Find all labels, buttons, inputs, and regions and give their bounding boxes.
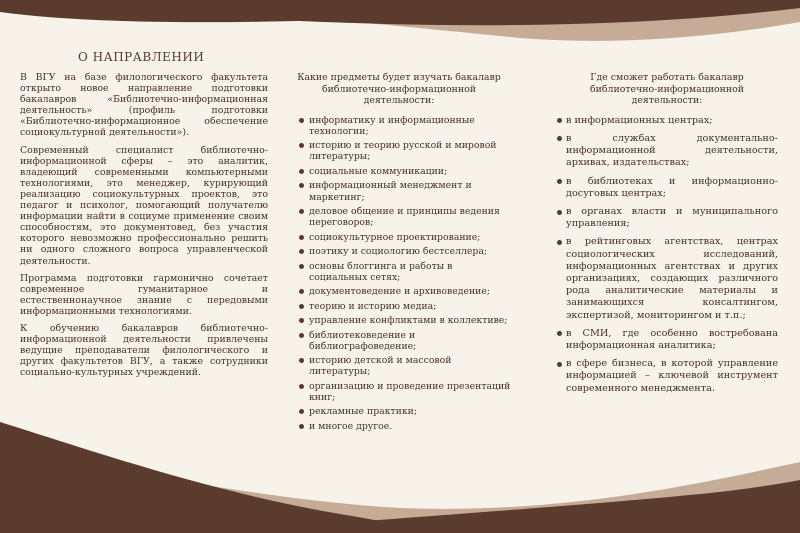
list-item: поэтику и социологию бестселлера;	[287, 246, 511, 257]
bullet-icon	[299, 424, 304, 429]
paragraph: К обучению бакалавров библиотечно-информационной деятельности привлечены ведущие преподаватели филологического и других факультетов ВГУ, а также сотрудники социально-культурных учреждений.	[20, 322, 268, 379]
list-item: в библиотеках и информационно-досуговых центрах;	[556, 176, 778, 200]
list-item: библиотековедение и библиографоведение;	[287, 330, 511, 352]
bullet-icon	[557, 118, 562, 123]
bullet-icon	[557, 136, 562, 141]
careers-list	[556, 115, 778, 395]
bullet-icon	[299, 384, 304, 389]
list-item: управление конфликтами в коллективе;	[287, 315, 511, 326]
bullet-icon	[299, 264, 304, 269]
bullet-icon	[299, 249, 304, 254]
list-item: деловое общение и принципы ведения переговоров;	[287, 206, 511, 228]
bullet-icon	[557, 362, 562, 367]
list-item: и многое другое.	[287, 421, 511, 432]
paragraph: Современный специалист библиотечно-информационной сферы – это аналитик, владеющий современными компьютерными технологиями, это менеджер, курирующий реализацию социокультурных проектов, это педагог и психолог, помогающий получателю информации найти в социуме применение своим способностям, это документовед, без участия которого невозможно профессионально решить ни одного сложного вопроса управленческой деятельности.	[20, 144, 268, 267]
list-item: социокультурное проектирование;	[287, 232, 511, 243]
list-item: в информационных центрах;	[556, 115, 778, 127]
bullet-icon	[299, 209, 304, 214]
bullet-icon	[299, 333, 304, 338]
list-item: теорию и историю медиа;	[287, 301, 511, 312]
bullet-icon	[299, 409, 304, 414]
bullet-icon	[557, 179, 562, 184]
bullet-icon	[299, 318, 304, 323]
paragraph: Программа подготовки гармонично сочетает современное гуманитарное и естественнонаучное знание с передовыми информационными технологиями.	[20, 272, 268, 317]
list-item: в органах власти и муниципального управления;	[556, 206, 778, 230]
careers-intro: Где сможет работать бакалавр библиотечно-информационной деятельности:	[589, 72, 745, 107]
list-item: в сфере бизнеса, в которой управление информацией – ключевой инструмент современного менеджмента.	[556, 358, 778, 395]
list-item: в СМИ, где особенно востребована информационная аналитика;	[556, 328, 778, 352]
bullet-icon	[299, 118, 304, 123]
paragraph: В ВГУ на базе филологического факультета открыто новое направление подготовки бакалавров «Библиотечно-информационная деятельность» (профиль подготовки «Библиотечно-информационное обеспечение социокультурной деятельности»).	[20, 72, 268, 139]
bullet-icon	[299, 183, 304, 188]
list-item: рекламные практики;	[287, 406, 511, 417]
bullet-icon	[299, 143, 304, 148]
list-item: организацию и проведение презентаций книг;	[287, 381, 511, 403]
list-item: информационный менеджмент и маркетинг;	[287, 180, 511, 202]
list-item: информатику и информационные технологии;	[287, 115, 511, 137]
list-item: историю и теорию русской и мировой литературы;	[287, 140, 511, 162]
bullet-icon	[557, 240, 562, 245]
bullet-icon	[557, 210, 562, 215]
list-item: документоведение и архивоведение;	[287, 286, 511, 297]
list-item: в службах документально-информационной деятельности, архивах, издательствах;	[556, 133, 778, 170]
subjects-intro: Какие предметы будет изучать бакалавр библиотечно-информационной деятельности:	[297, 72, 501, 107]
bullet-icon	[299, 289, 304, 294]
bullet-icon	[299, 235, 304, 240]
section-heading: О НАПРАВЛЕНИИ	[78, 50, 205, 64]
bullet-icon	[299, 304, 304, 309]
list-item: в рейтинговых агентствах, центрах социологических исследований, информационных агентствах и других организациях, создающих различного рода аналитические материалы и занимающихся консалтингом, экспертизой, мониторингом и т.п.;	[556, 236, 778, 321]
subjects-list	[287, 115, 511, 432]
list-item: историю детской и массовой литературы;	[287, 355, 511, 377]
list-item: основы блоггинга и работы в социальных сетях;	[287, 261, 511, 283]
bullet-icon	[557, 331, 562, 336]
list-item: социальные коммуникации;	[287, 166, 511, 177]
bullet-icon	[299, 358, 304, 363]
bullet-icon	[299, 169, 304, 174]
